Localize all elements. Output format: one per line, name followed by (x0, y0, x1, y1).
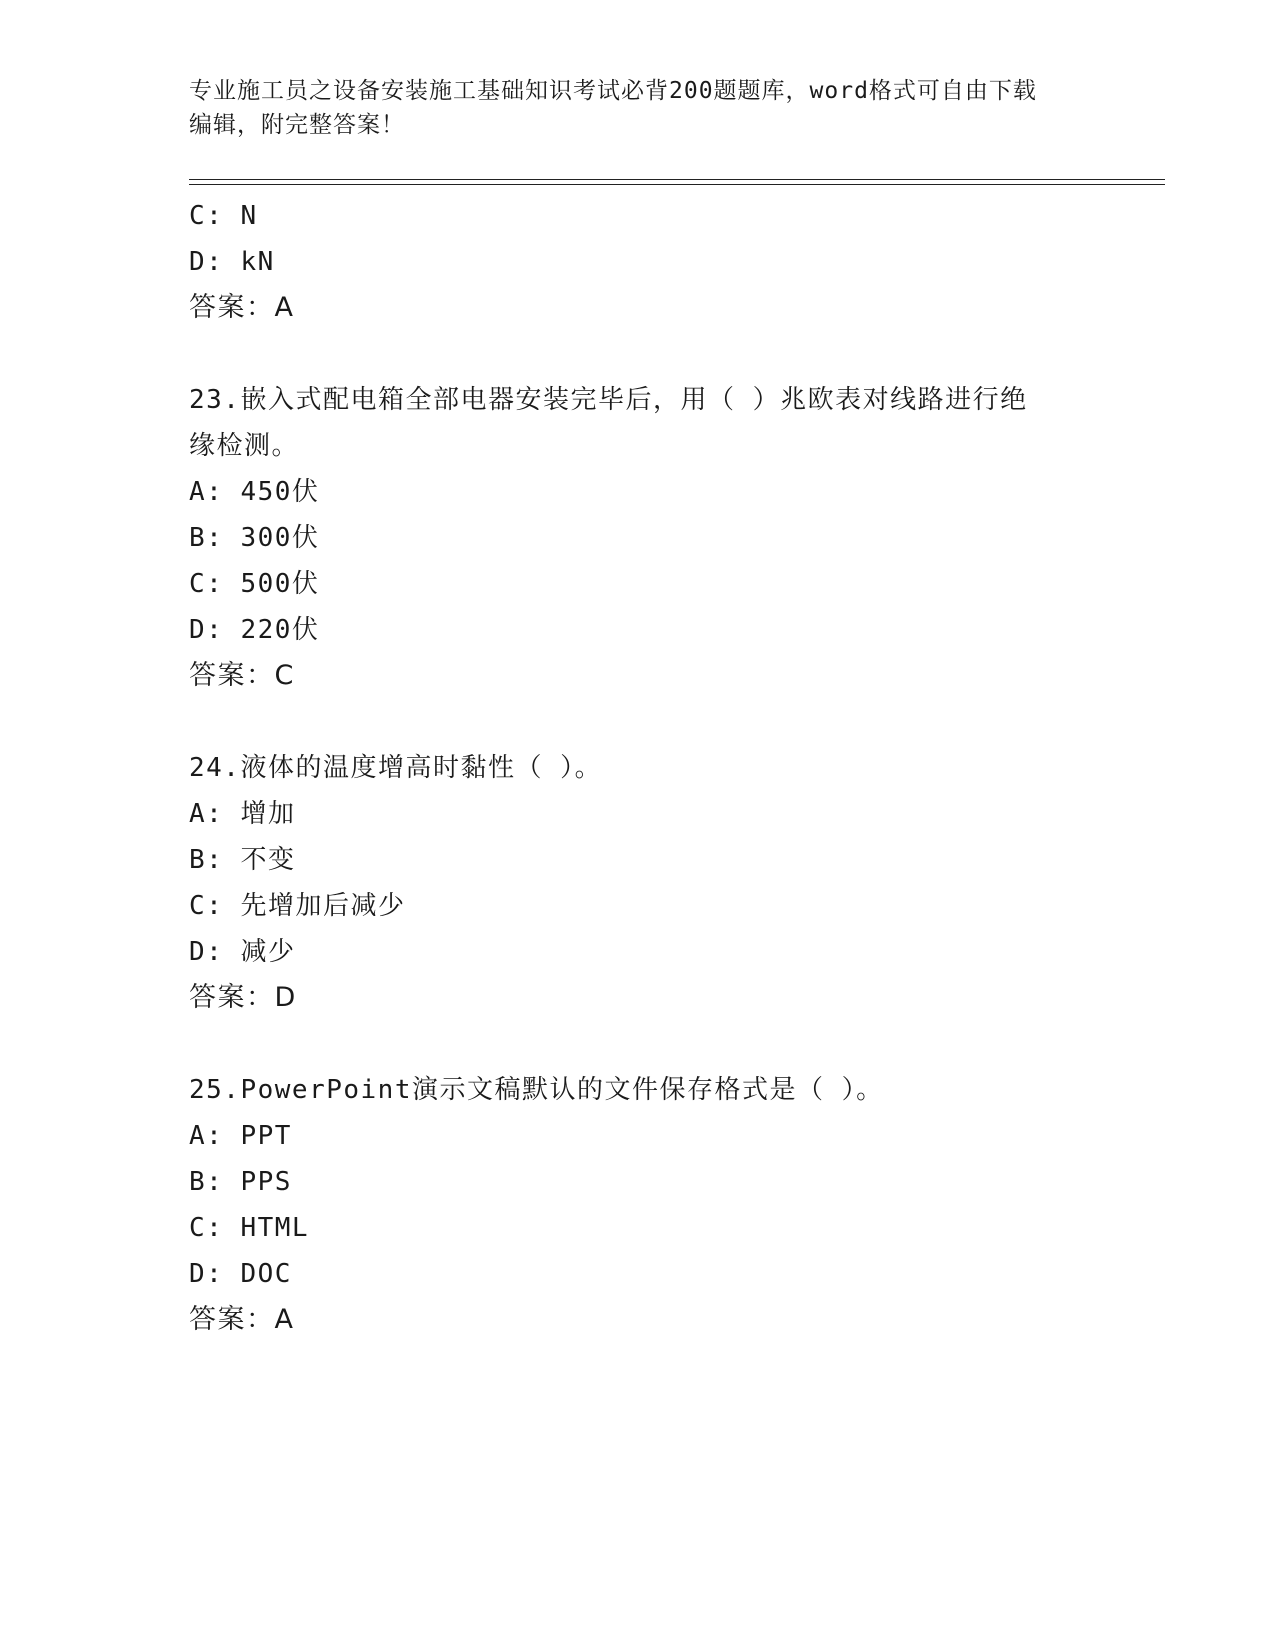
question-24 (189, 745, 1089, 1021)
header-title-line2: 编辑，附完整答案！ (189, 112, 405, 138)
header-divider-bottom (189, 184, 1165, 185)
option-b: B: 不变 (189, 845, 296, 875)
header-title-line1: 专业施工员之设备安装施工基础知识考试必背200题题库，word格式可自由下载 (189, 78, 1037, 104)
question-stem-cont: 缘检测。 (189, 431, 300, 461)
answer-line: 答案：A (189, 292, 295, 323)
option-a: A: 增加 (189, 799, 296, 829)
option-b: B: PPS (189, 1167, 292, 1197)
document-header (189, 74, 1089, 142)
question-list (189, 193, 1089, 1343)
question-stem: 24.液体的温度增高时黏性（ ）。 (189, 753, 603, 783)
question-stem: 23.嵌入式配电箱全部电器安装完毕后，用（ ）兆欧表对线路进行绝 (189, 385, 1028, 415)
option-b: B: 300伏 (189, 523, 320, 553)
answer-line: 答案：A (189, 1304, 295, 1335)
option-a: A: PPT (189, 1121, 292, 1151)
question-stem: 25.PowerPoint演示文稿默认的文件保存格式是（ ）。 (189, 1075, 884, 1105)
option-c: C: N (189, 201, 258, 231)
question-25 (189, 1067, 1089, 1343)
option-c: C: 先增加后减少 (189, 891, 406, 921)
question-23 (189, 377, 1089, 699)
answer-line: 答案：C (189, 660, 295, 691)
option-d: D: DOC (189, 1259, 292, 1289)
option-c: C: 500伏 (189, 569, 320, 599)
answer-line: 答案：D (189, 982, 297, 1013)
option-c: C: HTML (189, 1213, 310, 1243)
option-d: D: 减少 (189, 937, 296, 967)
option-d: D: kN (189, 247, 275, 277)
option-a: A: 450伏 (189, 477, 320, 507)
option-d: D: 220伏 (189, 615, 320, 645)
header-divider-top (189, 179, 1165, 180)
